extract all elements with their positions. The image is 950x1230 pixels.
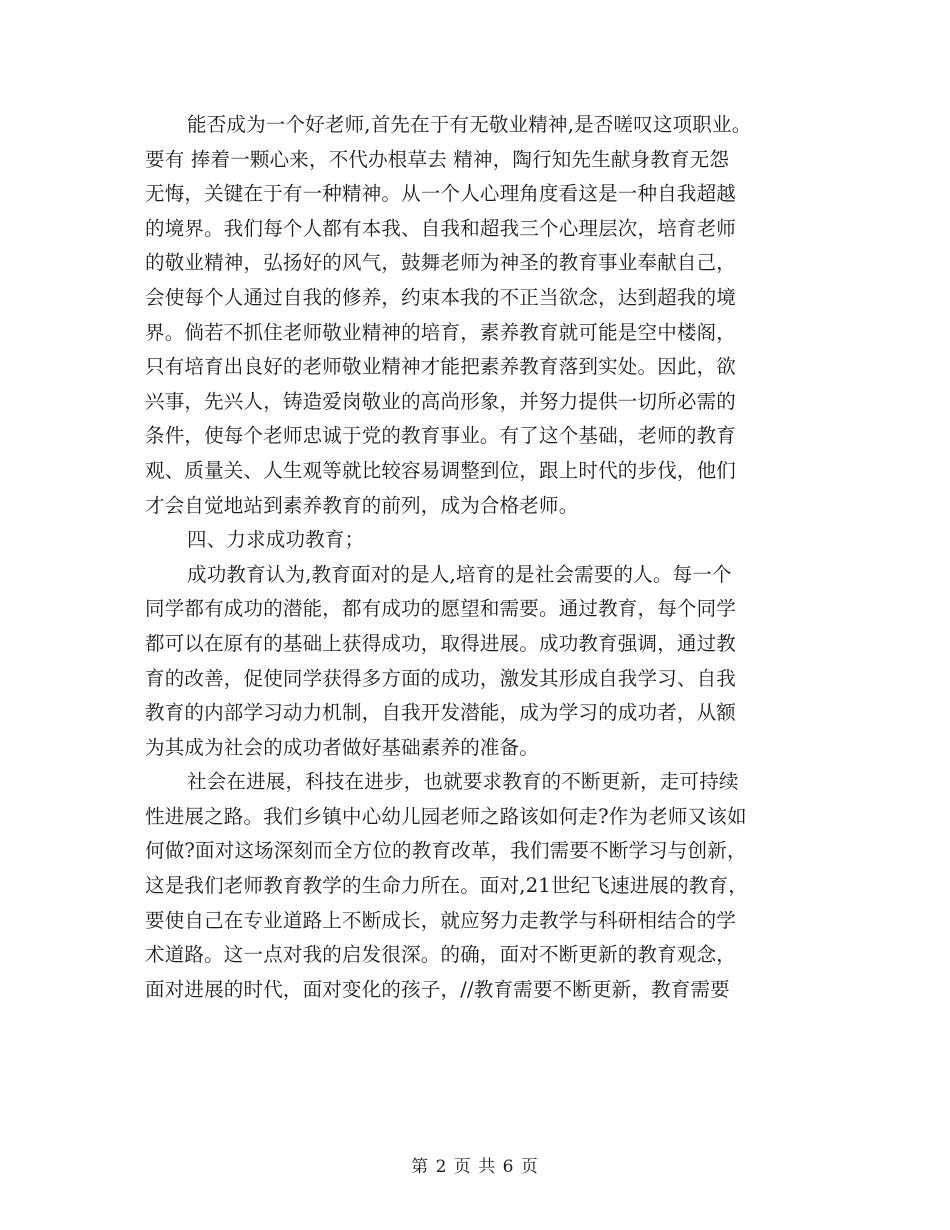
section-heading: 四、力求成功教育； (187, 528, 365, 552)
paragraph-line: 条件，使每个老师忠诚于党的教育事业。有了这个基础，老师的教育 (145, 424, 737, 448)
paragraph-line: 成功教育认为,教育面对的是人,培育的是社会需要的人。每一个 (187, 562, 732, 586)
paragraph-line: 才会自觉地站到素养教育的前列，成为合格老师。 (145, 493, 579, 517)
paragraph-line: 都可以在原有的基础上获得成功，取得进展。成功教育强调，通过教 (145, 631, 737, 655)
paragraph-line: 会使每个人通过自我的修养，约束本我的不正当欲念，达到超我的境 (145, 285, 737, 309)
paragraph-line: 兴事，先兴人，铸造爱岗敬业的高尚形象，并努力提供一切所必需的 (145, 389, 737, 413)
paragraph-line: 要有 捧着一颗心来，不代办根草去 精神，陶行知先生献身教育无怨 (145, 147, 730, 171)
page-number-footer: 第 2 页 共 6 页 (411, 1157, 539, 1177)
paragraph-line: 教育的内部学习动力机制，自我开发潜能，成为学习的成功者，从额 (145, 701, 737, 725)
paragraph-line: 界。倘若不抓住老师敬业精神的培育，素养教育就可能是空中楼阁， (145, 320, 737, 344)
paragraph-line: 何做?面对这场深刻而全方位的教育改革，我们需要不断学习与创新， (145, 839, 747, 863)
paragraph-line: 观、质量关、人生观等就比较容易调整到位，跟上时代的步伐，他们 (145, 458, 737, 482)
paragraph-line: 能否成为一个好老师,首先在于有无敬业精神,是否嗟叹这项职业。 (187, 113, 752, 136)
paragraph-line: 要使自己在专业道路上不断成长，就应努力走教学与科研相结合的学 (145, 908, 737, 932)
paragraph-line: 无悔，关键在于有一种精神。从一个人心理角度看这是一种自我超越 (145, 182, 737, 206)
document-body (145, 108, 815, 1007)
paragraph-line: 只有培育出良好的老师敬业精神才能把素养教育落到实处。因此，欲 (145, 355, 737, 379)
paragraph-line: 育的改善，促使同学获得多方面的成功，激发其形成自我学习、自我 (145, 666, 737, 690)
paragraph-line: 性进展之路。我们乡镇中心幼儿园老师之路该如何走?作为老师又该如 (145, 804, 747, 828)
paragraph-line: 的敬业精神，弘扬好的风气，鼓舞老师为神圣的教育事业奉献自己， (145, 251, 737, 275)
paragraph-line: 同学都有成功的潜能，都有成功的愿望和需要。通过教育，每个同学 (145, 597, 737, 621)
paragraph-line: 术道路。这一点对我的启发很深。的确，面对不断更新的教育观念， (145, 943, 737, 967)
paragraph-line: 社会在进展，科技在进步，也就要求教育的不断更新，走可持续 (187, 770, 739, 794)
paragraph-line: 的境界。我们每个人都有本我、自我和超我三个心理层次，培育老师 (145, 216, 737, 240)
paragraph-line: 为其成为社会的成功者做好基础素养的准备。 (145, 735, 540, 759)
paragraph-line: 面对进展的时代，面对变化的孩子，//教育需要不断更新，教育需要 (145, 977, 730, 1001)
paragraph-line: 这是我们老师教育教学的生命力所在。面对,21世纪飞速进展的教育， (145, 874, 748, 898)
